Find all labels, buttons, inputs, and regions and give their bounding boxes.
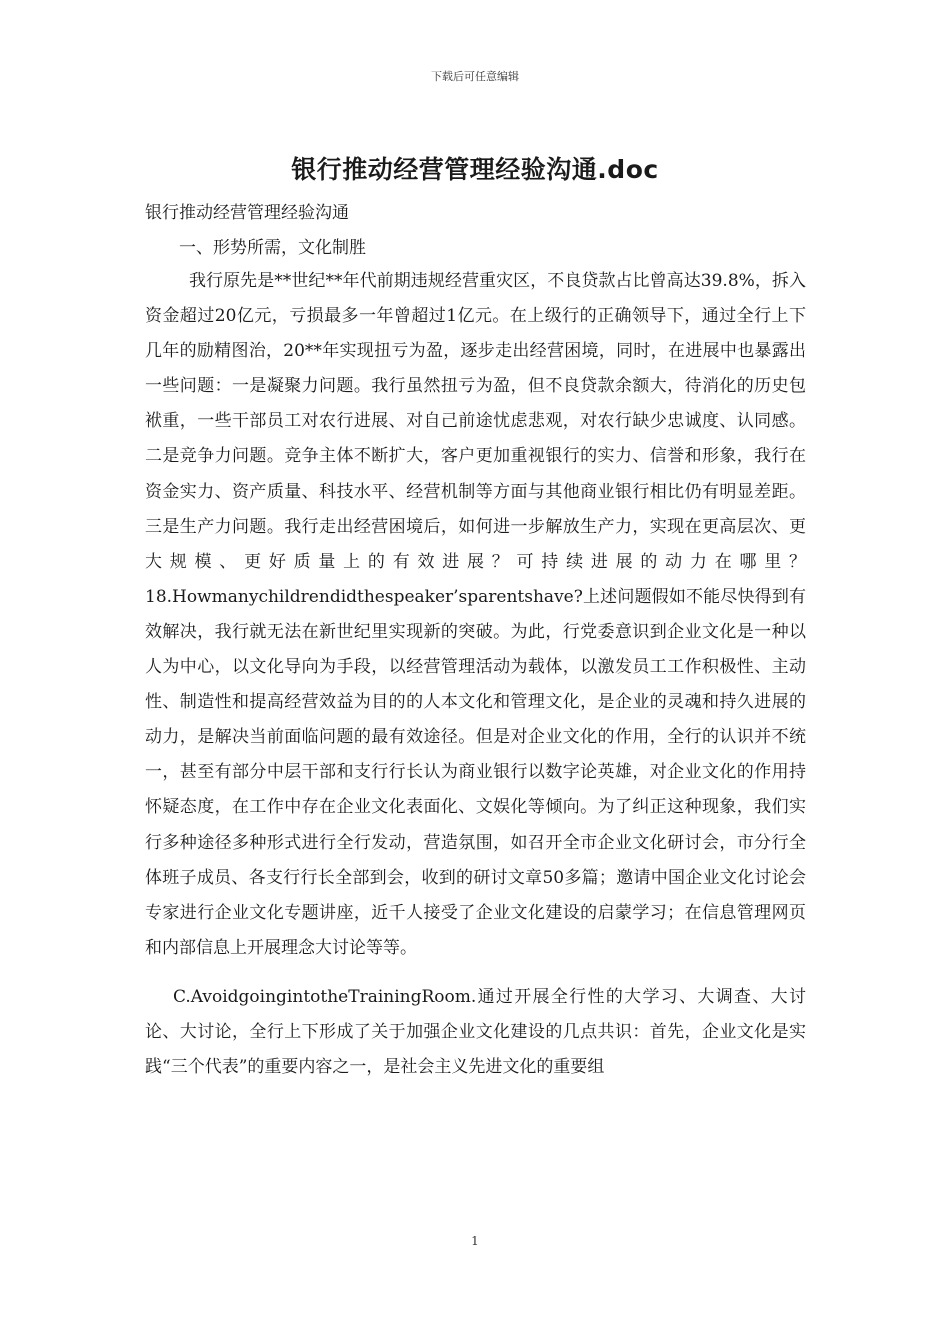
document-title: 银行推动经营管理经验沟通.doc [291,155,659,184]
header-note: 下载后可任意编辑 [431,70,519,83]
body-paragraph: 我行原先是**世纪**年代前期违规经营重灾区，不良贷款占比曾高达39.8%，拆入资金超过20亿元，亏损最多一年曾超过1亿元。在上级行的正确领导下，通过全行上下几年的励精图治，20**年实现扭亏为盈，逐步走出经营困境，同时，在进展中也暴露出一些问题：一是凝聚力问题。我行虽然扭亏为盈，但不良贷款余额大，待消化的历史包袱重，一些干部员工对农行进展、对自己前途忧虑悲观，对农行缺少忠诚度、认同感。二是竞争力问题。竞争主体不断扩大，客户更加重视银行的实力、信誉和形象，我行在资金实力、资产质量、科技水平、经营机制等方面与其他商业银行相比仍有明显差距。三是生产力问题。我行走出经营困境后，如何进一步解放生产力，实现在更高层次、更大规模、更好质量上的有效进展？可持续进展的动力在哪里？18.Howmanychildrendidthespeaker’sparentshave?上述问题假如不能尽快得到有效解决，我行就无法在新世纪里实现新的突破。为此，行党委意识到企业文化是一种以人为中心，以文化导向为手段，以经营管理活动为载体，以激发员工工作积极性、主动性、制造性和提高经营效益为目的的人本文化和管理文化，是企业的灵魂和持久进展的动力，是解决当前面临问题的最有效途径。但是对企业文化的作用，全行的认识并不统一，甚至有部分中层干部和支行行长认为商业银行以数字论英雄，对企业文化的作用持怀疑态度，在工作中存在企业文化表面化、文娱化等倾向。为了纠正这种现象，我们实行多种途径多种形式进行全行发动，营造氛围，如召开全市企业文化研讨会，市分行全体班子成员、各支行行长全部到会，收到的研讨文章50多篇；邀请中国企业文化讨论会专家进行企业文化专题讲座，近千人接受了企业文化建设的启蒙学习；在信息管理网页和内部信息上开展理念大讨论等等。 [145,271,806,958]
document-body [145,198,806,1085]
document-subtitle: 银行推动经营管理经验沟通 [145,203,349,223]
page-number: 1 [471,1234,479,1248]
body-paragraph: C.AvoidgoingintotheTrainingRoom.通过开展全行性的大学习、大调查、大讨论、大讨论，全行上下形成了关于加强企业文化建设的几点共识：首先，企业文化是实践“三个代表”的重要内容之一，是社会主义先进文化的重要组 [145,986,806,1078]
section-heading: 一、形势所需，文化制胜 [179,238,366,258]
